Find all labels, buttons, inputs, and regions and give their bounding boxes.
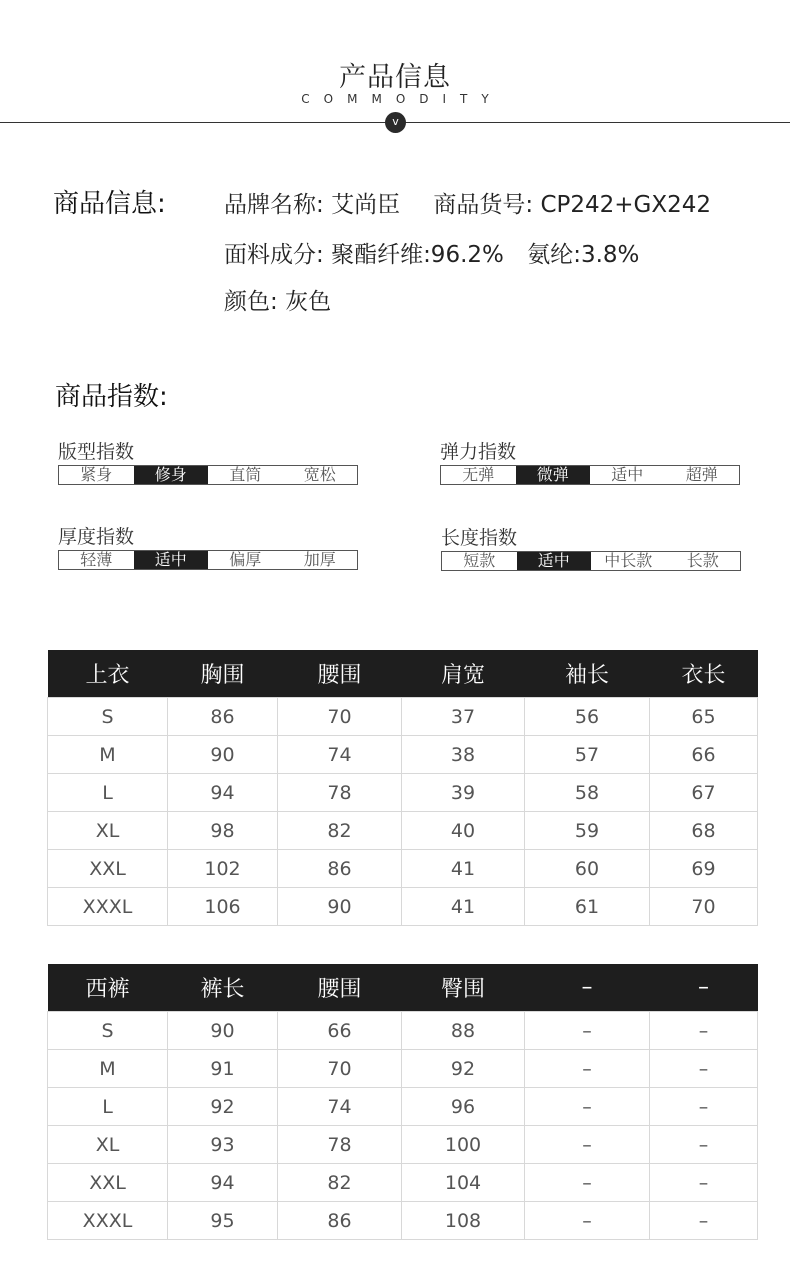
pants-size-table bbox=[47, 964, 758, 1240]
color-label: 颜色: bbox=[224, 289, 278, 315]
table-cell: 82 bbox=[278, 812, 402, 850]
table-row bbox=[48, 1202, 758, 1240]
column-header: 胸围 bbox=[168, 650, 278, 698]
index-scale bbox=[58, 465, 358, 485]
index-stretch bbox=[440, 437, 740, 485]
table-cell: 91 bbox=[168, 1050, 278, 1088]
table-cell: M bbox=[48, 736, 168, 774]
table-cell: XXL bbox=[48, 1164, 168, 1202]
section-subtitle: COMMODITY bbox=[301, 92, 503, 106]
material-label: 面料成分: bbox=[224, 242, 324, 268]
table-cell: 56 bbox=[525, 698, 650, 736]
table-cell: – bbox=[650, 1088, 758, 1126]
table-cell: 70 bbox=[278, 1050, 402, 1088]
index-option: 轻薄 bbox=[80, 550, 113, 569]
table-cell: 58 bbox=[525, 774, 650, 812]
table-cell: 60 bbox=[525, 850, 650, 888]
column-header: – bbox=[525, 964, 650, 1012]
table-cell: 93 bbox=[168, 1126, 278, 1164]
table-cell: – bbox=[650, 1050, 758, 1088]
table-cell: – bbox=[650, 1164, 758, 1202]
table-cell: L bbox=[48, 1088, 168, 1126]
index-option: 无弹 bbox=[462, 465, 495, 484]
table-cell: 70 bbox=[278, 698, 402, 736]
column-header: 肩宽 bbox=[402, 650, 525, 698]
index-option: 直筒 bbox=[229, 465, 262, 484]
table-row bbox=[48, 888, 758, 926]
table-cell: 38 bbox=[402, 736, 525, 774]
table-cell: 59 bbox=[525, 812, 650, 850]
index-option: 超弹 bbox=[685, 465, 718, 484]
table-cell: 90 bbox=[168, 736, 278, 774]
table-cell: 66 bbox=[278, 1012, 402, 1050]
table-cell: 90 bbox=[278, 888, 402, 926]
index-name: 厚度指数 bbox=[58, 526, 135, 548]
index-scale bbox=[58, 550, 358, 570]
table-row bbox=[48, 1088, 758, 1126]
table-cell: – bbox=[525, 1088, 650, 1126]
table-cell: 86 bbox=[278, 1202, 402, 1240]
table-cell: 82 bbox=[278, 1164, 402, 1202]
index-length bbox=[441, 523, 741, 571]
column-header: 腰围 bbox=[278, 964, 402, 1012]
table-cell: 90 bbox=[168, 1012, 278, 1050]
table-row bbox=[48, 1050, 758, 1088]
column-header: 臀围 bbox=[402, 964, 525, 1012]
table-cell: 70 bbox=[650, 888, 758, 926]
table-cell: 95 bbox=[168, 1202, 278, 1240]
info-label: 商品信息: bbox=[53, 189, 166, 219]
table-cell: 92 bbox=[402, 1050, 525, 1088]
table-cell: 88 bbox=[402, 1012, 525, 1050]
table-cell: 96 bbox=[402, 1088, 525, 1126]
column-header: 袖长 bbox=[525, 650, 650, 698]
table-cell: 78 bbox=[278, 774, 402, 812]
table-cell: 100 bbox=[402, 1126, 525, 1164]
table-cell: – bbox=[650, 1202, 758, 1240]
table-row bbox=[48, 812, 758, 850]
table-cell: L bbox=[48, 774, 168, 812]
table-cell: 65 bbox=[650, 698, 758, 736]
column-header: 裤长 bbox=[168, 964, 278, 1012]
table-cell: – bbox=[650, 1012, 758, 1050]
table-row bbox=[48, 1012, 758, 1050]
index-option-selected: 适中 bbox=[134, 551, 209, 569]
table-cell: 104 bbox=[402, 1164, 525, 1202]
table-row bbox=[48, 1164, 758, 1202]
table-cell: 41 bbox=[402, 888, 525, 926]
info-material-line bbox=[224, 236, 639, 269]
table-cell: XXL bbox=[48, 850, 168, 888]
column-header: 衣长 bbox=[650, 650, 758, 698]
index-option: 短款 bbox=[463, 551, 496, 570]
index-option-selected: 适中 bbox=[517, 552, 592, 570]
table-cell: 98 bbox=[168, 812, 278, 850]
info-color-line bbox=[224, 283, 331, 316]
table-cell: 94 bbox=[168, 1164, 278, 1202]
table-cell: 102 bbox=[168, 850, 278, 888]
index-name: 弹力指数 bbox=[440, 441, 517, 463]
table-row bbox=[48, 698, 758, 736]
table-row bbox=[48, 774, 758, 812]
brand-label: 品牌名称: bbox=[224, 192, 324, 218]
index-option: 宽松 bbox=[303, 465, 336, 484]
material-2: 氨纶:3.8% bbox=[527, 242, 640, 268]
table-cell: 69 bbox=[650, 850, 758, 888]
index-option: 适中 bbox=[611, 465, 644, 484]
table-cell: 66 bbox=[650, 736, 758, 774]
table-cell: – bbox=[525, 1164, 650, 1202]
table-cell: M bbox=[48, 1050, 168, 1088]
table-cell: XL bbox=[48, 812, 168, 850]
column-header: 腰围 bbox=[278, 650, 402, 698]
table-cell: – bbox=[525, 1202, 650, 1240]
table-cell: 41 bbox=[402, 850, 525, 888]
table-cell: 106 bbox=[168, 888, 278, 926]
table-row bbox=[48, 1126, 758, 1164]
indices-label: 商品指数: bbox=[55, 382, 168, 412]
table-cell: 92 bbox=[168, 1088, 278, 1126]
color-value: 灰色 bbox=[285, 289, 332, 315]
brand-value: 艾尚臣 bbox=[331, 192, 401, 218]
table-row bbox=[48, 736, 758, 774]
table-cell: – bbox=[525, 1012, 650, 1050]
index-option-selected: 修身 bbox=[134, 466, 209, 484]
table-cell: 86 bbox=[168, 698, 278, 736]
table-cell: XXXL bbox=[48, 888, 168, 926]
table-cell: 78 bbox=[278, 1126, 402, 1164]
index-option-selected: 微弹 bbox=[516, 466, 591, 484]
top-size-table bbox=[47, 650, 758, 926]
table-cell: 74 bbox=[278, 736, 402, 774]
sku-label: 商品货号: bbox=[433, 192, 534, 218]
table-cell: 94 bbox=[168, 774, 278, 812]
table-cell: XL bbox=[48, 1126, 168, 1164]
section-title: 产品信息 bbox=[339, 62, 451, 93]
material-1: 聚酯纤维:96.2% bbox=[331, 242, 504, 268]
column-header: 西裤 bbox=[48, 964, 168, 1012]
index-fit bbox=[58, 437, 358, 485]
table-cell: XXXL bbox=[48, 1202, 168, 1240]
index-option: 偏厚 bbox=[229, 550, 262, 569]
table-cell: – bbox=[525, 1050, 650, 1088]
table-cell: 67 bbox=[650, 774, 758, 812]
table-cell: 74 bbox=[278, 1088, 402, 1126]
column-header: 上衣 bbox=[48, 650, 168, 698]
index-name: 长度指数 bbox=[441, 527, 518, 549]
table-cell: 39 bbox=[402, 774, 525, 812]
index-scale bbox=[440, 465, 740, 485]
table-cell: 40 bbox=[402, 812, 525, 850]
table-cell: 57 bbox=[525, 736, 650, 774]
table-cell: S bbox=[48, 1012, 168, 1050]
table-cell: S bbox=[48, 698, 168, 736]
table-cell: 61 bbox=[525, 888, 650, 926]
index-option: 加厚 bbox=[303, 550, 336, 569]
table-cell: – bbox=[525, 1126, 650, 1164]
sku-value: CP242+GX242 bbox=[540, 192, 712, 218]
table-cell: 86 bbox=[278, 850, 402, 888]
info-brand-line bbox=[224, 186, 711, 219]
index-thickness bbox=[58, 522, 358, 570]
index-name: 版型指数 bbox=[58, 441, 135, 463]
table-cell: 68 bbox=[650, 812, 758, 850]
column-header: – bbox=[650, 964, 758, 1012]
index-option: 长款 bbox=[686, 551, 719, 570]
index-scale bbox=[441, 551, 741, 571]
table-cell: 108 bbox=[402, 1202, 525, 1240]
table-cell: – bbox=[650, 1126, 758, 1164]
table-row bbox=[48, 850, 758, 888]
chevron-down-icon: v bbox=[385, 112, 406, 133]
table-header-row bbox=[48, 650, 758, 698]
index-option: 紧身 bbox=[80, 465, 113, 484]
table-header-row bbox=[48, 964, 758, 1012]
table-cell: 37 bbox=[402, 698, 525, 736]
index-option: 中长款 bbox=[604, 551, 653, 570]
